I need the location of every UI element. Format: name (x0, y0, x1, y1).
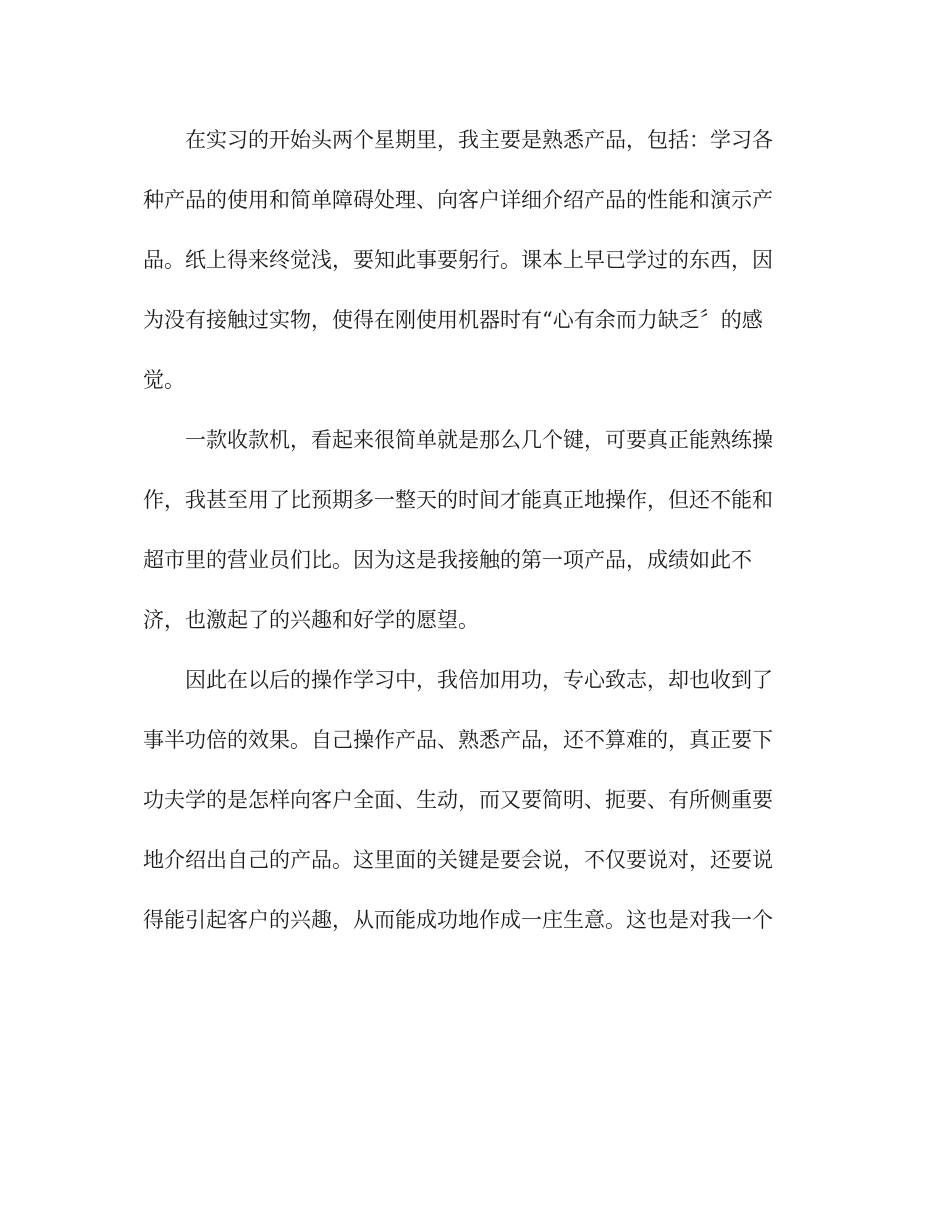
text-line: 因此在以后的操作学习中，我倍加用功，专心致志，却也收到了 (185, 668, 773, 692)
text-line: 济，也激起了的兴趣和好学的愿望。 (143, 608, 479, 632)
document-body (143, 110, 799, 950)
text-line: 功夫学的是怎样向客户全面、生动，而又要简明、扼要、有所侧重要 (143, 788, 773, 812)
text-line: 作，我甚至用了比预期多一整天的时间才能真正地操作，但还不能和 (143, 488, 773, 512)
paragraph-2 (143, 410, 799, 650)
text-line: 超市里的营业员们比。因为这是我接触的第一项产品，成绩如此不 (143, 548, 752, 572)
paragraph-3 (143, 650, 799, 950)
text-line: 得能引起客户的兴趣，从而能成功地作成一庄生意。这也是对我一个 (143, 908, 773, 932)
text-line: 地介绍出自己的产品。这里面的关键是要会说，不仅要说对，还要说 (143, 848, 773, 872)
text-line: 在实习的开始头两个星期里，我主要是熟悉产品，包括：学习各 (185, 128, 773, 152)
text-line: 觉。 (143, 368, 185, 392)
text-line: 种产品的使用和简单障碍处理、向客户详细介绍产品的性能和演示产 (143, 188, 773, 212)
text-line: 一款收款机，看起来很简单就是那么几个键，可要真正能熟练操 (185, 428, 773, 452)
text-line: 为没有接触过实物，使得在刚使用机器时有“心有余而力缺乏〞的感 (143, 308, 763, 332)
paragraph-1 (143, 110, 799, 410)
text-line: 品。纸上得来终觉浅，要知此事要躬行。课本上早已学过的东西，因 (143, 248, 773, 272)
text-line: 事半功倍的效果。自己操作产品、熟悉产品，还不算难的，真正要下 (143, 728, 773, 752)
